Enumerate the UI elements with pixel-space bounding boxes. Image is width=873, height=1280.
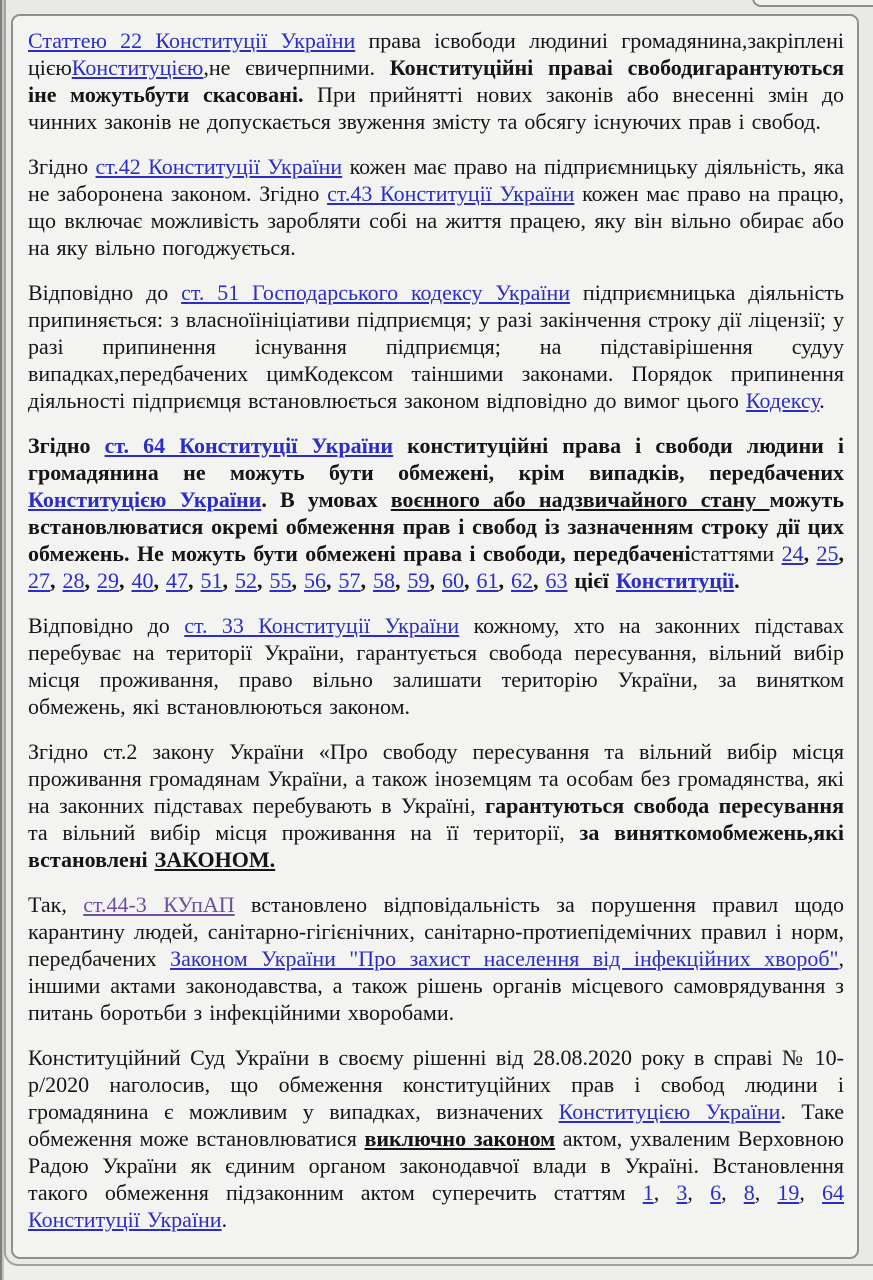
text-link[interactable]: 62 [511,568,533,593]
text-run: цієї [567,568,616,593]
text-run: , [360,568,373,593]
text-link[interactable]: 24 [781,541,804,566]
text-run: за виняткомобмежень,які встановлені [28,820,844,872]
text-run: ,не євичерпними. [203,55,390,80]
text-run: Згідно [28,154,96,179]
text-run: , [84,568,97,593]
text-run: , [257,568,270,593]
text-link[interactable]: ст. 33 Конституції України [184,613,460,638]
text-link[interactable]: Статтею 22 Конституції України [28,28,356,53]
paragraph [28,891,844,1026]
text-run: Конституційний Суд України в своєму рішенні від 28.08.2020 року в справі № 10-р/2020 наголосив, що обмеження конституційних прав і свобод людини і громадянина є можливим у випадках, визначених [28,1045,844,1124]
text-link[interactable]: 58 [373,568,395,593]
text-run: Відповідно до [28,613,185,638]
text-run: Конституційні праваі свободигарантуються іне можутьбути скасовані. [28,55,844,107]
text-link[interactable]: 1 [642,1180,654,1205]
text-link[interactable]: 27 [28,568,50,593]
text-run: та вільний вибір місця проживання на її території, [28,820,580,845]
text-run: права ісвободи людиниі громадянина,закріплені цією [28,28,844,80]
text-link[interactable]: ст. 64 Конституції України [104,433,394,458]
text-run: , [653,1180,677,1205]
text-run: При прийнятті нових законів або внесенні змін до чинних законів не допускається звуження змісту та обсягу існуючих прав і свобод. [28,82,845,134]
text-link[interactable]: 63 [545,568,568,593]
text-link[interactable]: 59 [407,568,430,593]
text-run: , [721,1180,744,1205]
text-link[interactable]: ст.42 Конституції України [95,154,343,179]
text-link[interactable]: 51 [200,568,223,593]
text-run: Так, [28,892,84,917]
text-run: статтями [690,541,782,566]
text-link[interactable]: 57 [338,568,361,593]
text-link[interactable]: 60 [442,568,464,593]
text-link[interactable]: ст. 51 Господарського кодексу України [181,280,571,305]
text-link[interactable]: Конституцією України [28,487,262,512]
text-link[interactable]: 55 [269,568,292,593]
text-run: , [326,568,339,593]
text-run: . [819,388,825,413]
text-run: воєнного або надзвичайного стану [390,487,770,512]
text-run: Згідно ст.2 закону України «Про свободу пересування та вільний вибір місця проживання громадянам України, а також іноземцям та особам без громадянства, які на законних підставах перебувають в Україні, [28,739,844,818]
text-link[interactable]: 56 [304,568,326,593]
text-run: , [50,568,63,593]
text-run: гарантуються свобода пересування [485,793,844,818]
text-link[interactable]: 52 [235,568,257,593]
text-run: виключно законом [364,1126,556,1151]
text-run: . [734,568,740,593]
paragraph [28,1044,844,1233]
text-link[interactable]: 6 [710,1180,722,1205]
text-run: , [429,568,442,593]
text-run: , [754,1180,778,1205]
text-run: , [533,568,546,593]
paragraph [28,738,844,873]
text-run: , [395,568,408,593]
text-run: , [188,568,201,593]
text-run: кожному, хто на законних підставах перебуває на території України, гарантується свобода пересування, вільний вибір місця проживання, право вільно залишати територію України, за винятком обмежень, які встановлюються законом. [28,613,845,719]
paragraph [28,612,844,720]
visited-link[interactable]: ст.44-3 КУпАП [83,892,235,917]
paragraph [28,432,844,594]
text-link[interactable]: 19 [777,1180,800,1205]
text-run: ЗАКОНОМ. [154,847,276,872]
text-link[interactable]: 40 [131,568,154,593]
text-run: , [153,568,166,593]
text-run: кожен має право на підприємницьку діяльність, яка не заборонена законом. Згідно [28,154,844,206]
text-link[interactable]: 25 [816,541,839,566]
paragraph [28,153,844,261]
text-run: , іншими актами законодавства, а також рішень органів місцевого самоврядування з питань боротьби з інфекційними хворобами. [28,946,844,1025]
text-run: Згідно [28,433,105,458]
text-run: , [803,541,817,566]
text-link[interactable]: 61 [476,568,499,593]
text-run: , [498,568,511,593]
text-run: підприємницька діяльність припиняється: з власноїініціативи підприємця; у разі закінчення строку дії ліцензії; у разі припинення існування підприємця; на підставірішення судуу випадках,передбачених цимКодексом таіншими законами. Порядок припинення діяльності підприємця встановлюється законом відповідно до вимог цього [28,280,844,413]
text-run: . В умовах [261,487,391,512]
text-run: встановлено відповідальність за порушення правил щодо карантину людей, санітарно-гігієнічних, санітарно-протиепідемічних правил і норм, передбачених [28,892,844,971]
text-link[interactable]: 3 [676,1180,688,1205]
text-run: , [687,1180,711,1205]
text-link[interactable]: Конституцією України [558,1099,781,1124]
text-link[interactable]: 28 [62,568,85,593]
text-run: . Таке обмеження може встановлюватися [28,1099,844,1151]
text-run: кожен має право на працю, що включає можливість заробляти собі на життя працею, яку він вільно обирає або на яку вільно погоджується. [28,181,844,260]
text-run: . [221,1207,228,1232]
text-link[interactable]: 64 Конституції України [28,1180,845,1232]
text-run: конституційні права і свободи людини і громадянина не можуть бути обмежені, крім випадків, передбачених [28,433,844,485]
text-link[interactable]: Кодексу [745,388,820,413]
text-link[interactable]: Конституції [615,568,735,593]
text-run: , [799,1180,823,1205]
text-link[interactable]: Конституцією [71,55,204,80]
text-run: актом, ухваленим Верховною Радою України як єдиним органом законодавчої влади в Україні. Встановлення такого обмеження підзаконним актом суперечить статтям [28,1126,844,1205]
text-run: , [119,568,132,593]
text-run: , [291,568,304,593]
text-run: Відповідно до [28,280,182,305]
text-link[interactable]: ст.43 Конституції України [327,181,575,206]
text-link[interactable]: 29 [97,568,119,593]
text-link[interactable]: 47 [166,568,188,593]
text-run: можуть встановлюватися окремі обмеження прав і свобод із зазначенням строку дії цих обмежень. Не можуть бути обмежені права і свободи, передбачені [28,487,844,566]
clipped-top-button[interactable] [752,0,873,7]
text-run: , [222,568,235,593]
document-body [11,14,859,1259]
text-run: , [464,568,477,593]
text-run: , [838,541,844,566]
text-link[interactable]: Законом України "Про захист населення від інфекційних хвороб" [170,946,839,971]
paragraph [28,279,844,414]
paragraph [28,27,844,135]
text-link[interactable]: 8 [743,1180,755,1205]
